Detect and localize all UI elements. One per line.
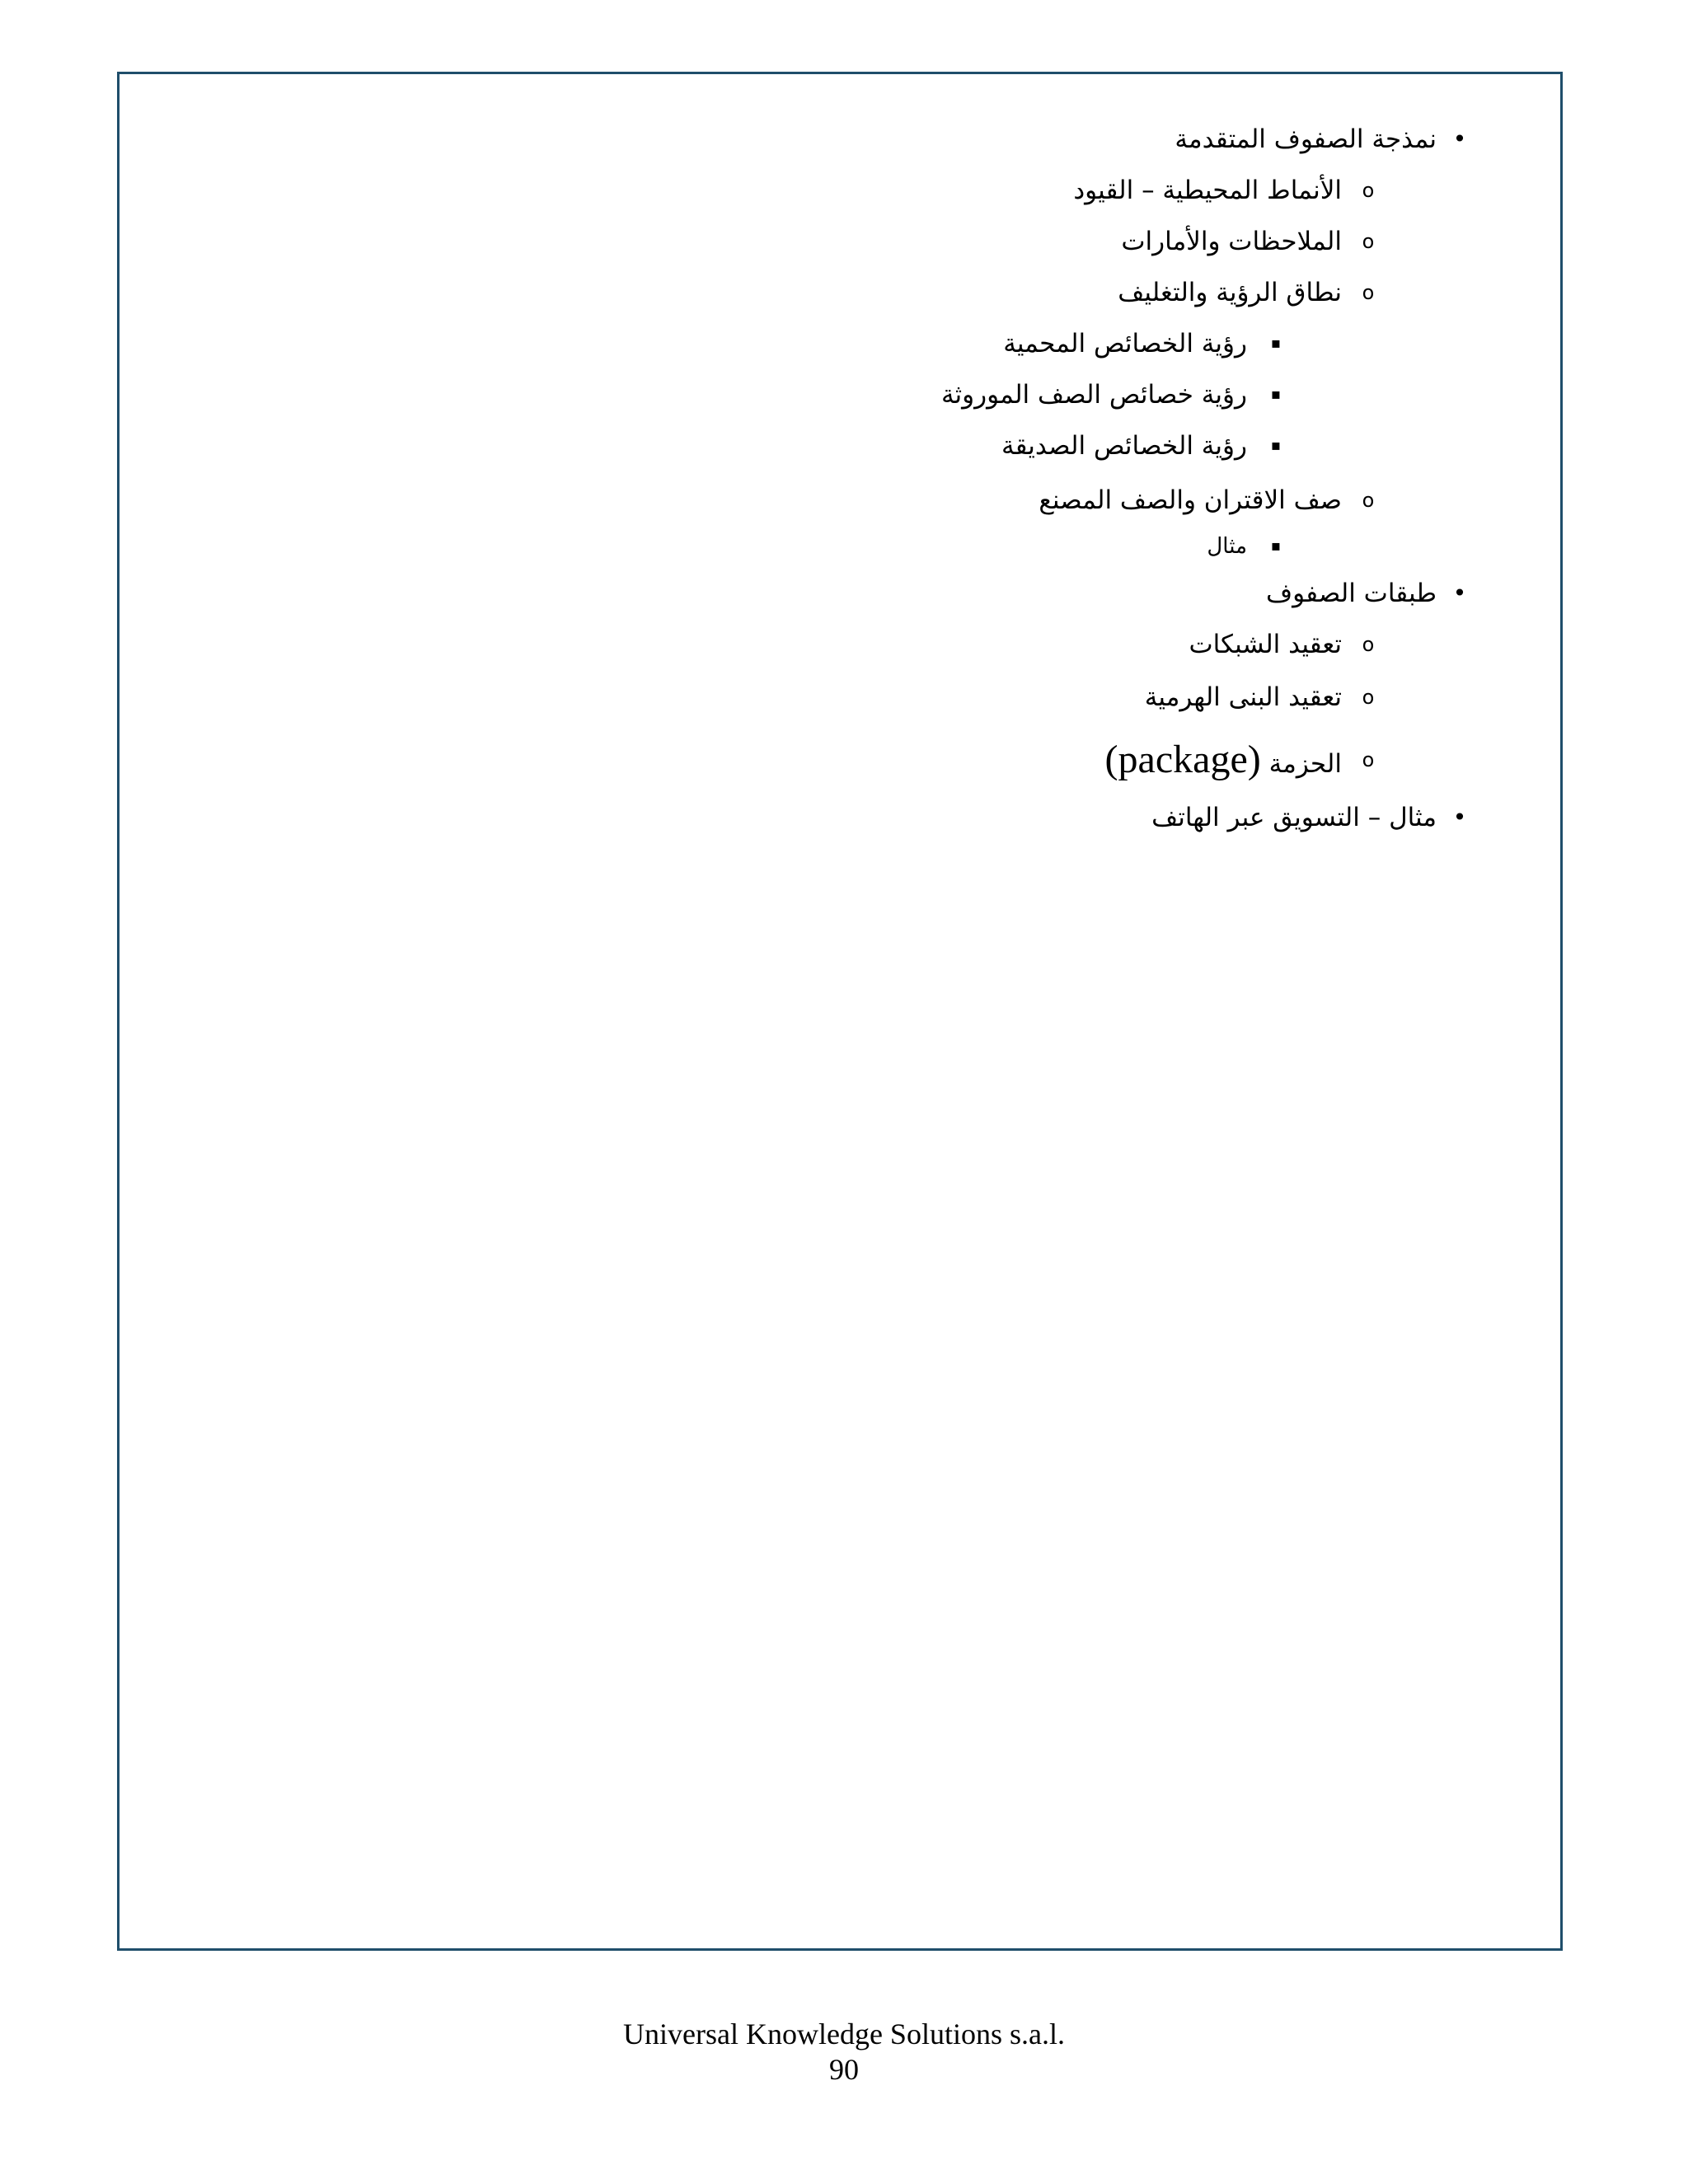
bullet-disc-icon: • (1452, 579, 1467, 607)
list-item: o الملاحظات والأمارات (0, 225, 1688, 258)
list-item: ▪ مثال (0, 530, 1688, 563)
page-number: 90 (829, 2053, 859, 2086)
footer-company: Universal Knowledge Solutions s.a.l. (623, 2018, 1065, 2050)
bullet-circle-icon: o (1362, 281, 1375, 304)
bullet-circle-icon: o (1362, 686, 1375, 709)
list-item: o نطاق الرؤية والتغليف (0, 276, 1688, 309)
bullet-circle-icon: o (1362, 633, 1375, 656)
list-item: o تعقيد الشبكات (0, 628, 1688, 661)
list-item: • مثال – التسويق عبر الهاتف (0, 801, 1688, 834)
bullet-square-icon: ▪ (1270, 335, 1282, 352)
latin-term: (package) (1104, 738, 1261, 781)
bullet-square-icon: ▪ (1270, 537, 1282, 555)
list-item: o تعقيد البنى الهرمية (0, 681, 1688, 714)
list-item: ▪ رؤية خصائص الصف الموروثة (0, 378, 1688, 411)
list-item: • نمذجة الصفوف المتقدمة (0, 123, 1688, 156)
list-item: ▪ رؤية الخصائص المحمية (0, 327, 1688, 360)
bullet-circle-icon: o (1362, 489, 1375, 512)
list-item: o الأنماط المحيطية – القيود (0, 174, 1688, 207)
list-item: o الحزمة (package) (0, 743, 1688, 776)
list-item: ▪ رؤية الخصائص الصديقة (0, 429, 1688, 462)
bullet-circle-icon: o (1362, 179, 1375, 202)
bullet-circle-icon: o (1362, 230, 1375, 253)
bullet-circle-icon: o (1362, 748, 1375, 771)
bullet-disc-icon: • (1452, 804, 1467, 831)
bullet-disc-icon: • (1452, 125, 1467, 152)
list-item: • طبقات الصفوف (0, 577, 1688, 610)
list-item: o صف الاقتران والصف المصنع (0, 484, 1688, 517)
bullet-square-icon: ▪ (1270, 386, 1282, 403)
bullet-square-icon: ▪ (1270, 437, 1282, 454)
